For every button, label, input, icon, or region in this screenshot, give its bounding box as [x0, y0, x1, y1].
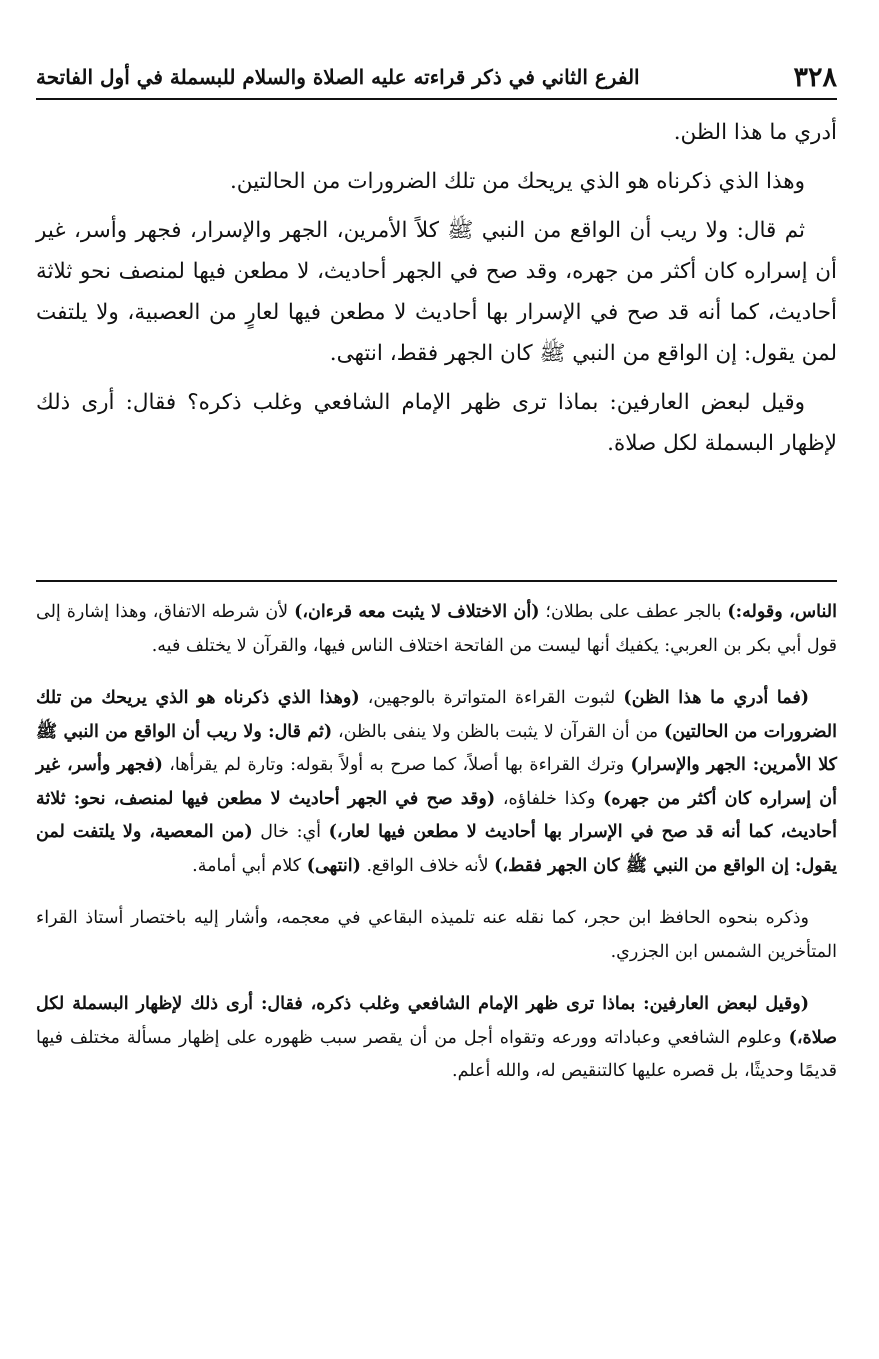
quoted-text: (فما أدري ما هذا الظن) — [623, 688, 810, 708]
commentary-paragraph-4 — [36, 988, 837, 1089]
quoted-text: الناس، وقوله:) — [727, 602, 837, 622]
commentary-text: لأنه خلاف الواقع. — [360, 855, 495, 876]
commentary-text: لثبوت القراءة المتواترة بالوجهين، — [359, 688, 624, 708]
page-header — [36, 56, 837, 100]
quoted-text: (فجهر وأسر، غير أن إسراره كان أكثر من جهره) — [36, 755, 837, 809]
main-paragraph-1: أدري ما هذا الظن. — [673, 120, 837, 145]
quoted-text: (وقد صح في الجهر أحاديث لا مطعن فيها لمنصف، نحو: ثلاثة أحاديث، كما أنه قد صح في الإسرار بها أحاديث لا مطعن فيها لعار،) — [36, 788, 837, 842]
main-paragraph-4: وقيل لبعض العارفين: بماذا ترى ظهر الإمام الشافعي وغلب ذكره؟ فقال: أرى ذلك لإظهار البسملة لكل صلاة. — [36, 390, 837, 456]
main-paragraph-2: وهذا الذي ذكرناه هو الذي يريحك من تلك الضرورات من الحالتين. — [229, 169, 805, 194]
quoted-text: (أن الاختلاف لا يثبت معه قرءان،) — [294, 602, 540, 622]
commentary-text: وكذا خلفاؤه، — [495, 788, 604, 809]
footnote-divider — [36, 580, 837, 582]
commentary-paragraph-2 — [36, 682, 837, 883]
quoted-text: (وقيل لبعض العارفين: بماذا ترى ظهر الإمام الشافعي وغلب ذكره، فقال: أرى ذلك لإظهار البسملة لكل صلاة،) — [36, 994, 837, 1048]
commentary-text: أي: خال — [252, 822, 329, 842]
commentary-text: بالجر عطف على بطلان؛ — [539, 602, 728, 622]
running-title: الفرع الثاني في ذكر قراءته عليه الصلاة والسلام للبسملة في أول الفاتحة — [36, 65, 640, 89]
quoted-text: (من المعصية، ولا يلتفت لمن يقول: إن الواقع من النبي ﷺ كان الجهر فقط،) — [36, 822, 837, 876]
commentary-paragraph-3: وذكره بنحوه الحافظ ابن حجر، كما نقله عنه تلميذه البقاعي في معجمه، وأشار إليه باختصار أستاذ القراء المتأخرين الشمس ابن الجزري. — [36, 908, 837, 962]
main-paragraph-3: ثم قال: ولا ريب أن الواقع من النبي ﷺ كلاً الأمرين، الجهر والإسرار، فجهر وأسر، غير أن إسراره كان أكثر من جهره، وقد صح في الجهر أحاديث، لا مطعن فيها لمنصف نحو ثلاثة أحاديث، كما أنه قد صح في الإسرار بها أحاديث لا مطعن فيها لعارٍ من العصبية، ولا يلتفت لمن يقول: إن الواقع من النبي ﷺ كان الجهر فقط، انتهى. — [36, 218, 837, 366]
commentary-section — [36, 596, 837, 1108]
quoted-text: (وهذا الذي ذكرناه هو الذي يريحك من تلك الضرورات من الحالتين) — [36, 688, 837, 742]
commentary-text: وعلوم الشافعي وعباداته وورعه وتقواه أجل من أن يقصر سبب ظهوره على إظهار مسألة مختلف فيها قديمًا وحديثًا، بل قصره عليها كالتنقيص له، والله أعلم. — [36, 1027, 837, 1081]
commentary-paragraph-1 — [36, 596, 837, 663]
quoted-text: (انتهى) — [306, 855, 361, 876]
commentary-text: لأن شرطه الاتفاق، وهذا إشارة إلى قول أبي بكر بن العربي: يكفيك أنها ليست من الفاتحة اختلاف الناس فيها، والقرآن لا يختلف فيه. — [36, 602, 837, 656]
main-text — [36, 112, 837, 472]
commentary-text: كلام أبي أمامة. — [192, 855, 307, 876]
page-number: ٣٢٨ — [793, 61, 837, 93]
commentary-text: من أن القرآن لا يثبت بالظن ولا ينفى بالظن، — [332, 721, 664, 742]
commentary-text: وترك القراءة بها أصلاً، كما صرح به أولاً بقوله: وتارة لم يقرأها، — [162, 755, 631, 775]
quoted-text: (ثم قال: ولا ريب أن الواقع من النبي ﷺ كلا الأمرين: الجهر والإسرار) — [36, 721, 838, 775]
